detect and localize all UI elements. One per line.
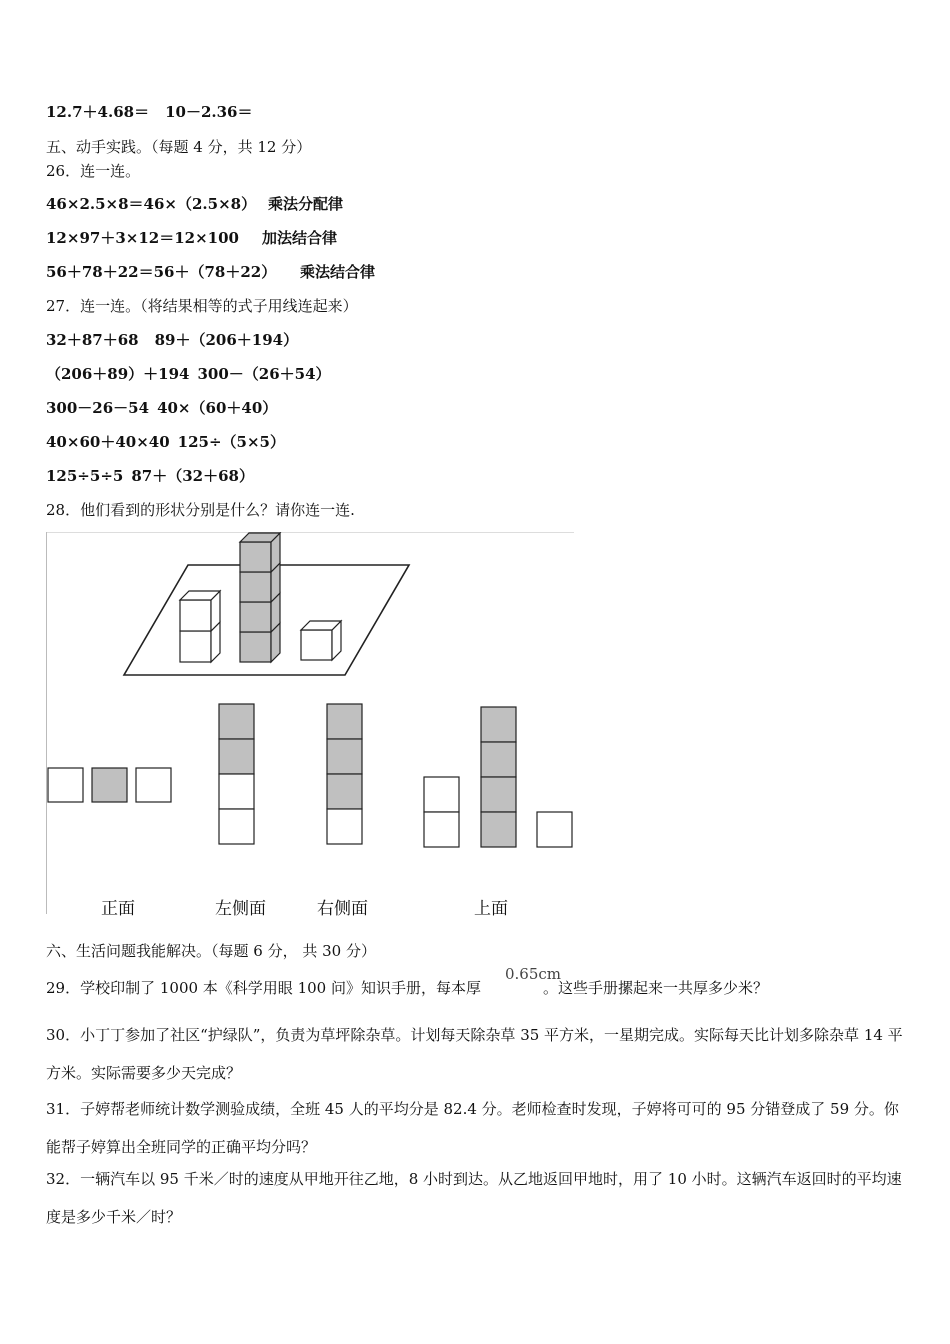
cube-stack-right — [301, 621, 341, 660]
q27-row-4 — [46, 432, 285, 452]
caption-top: 上面 — [474, 899, 508, 919]
q26-expr: 56＋78＋22＝56＋（78＋22） — [46, 263, 277, 281]
q26-law-2: 加法结合律 — [262, 229, 338, 247]
square — [481, 777, 516, 812]
q27-left: 300－26－54 — [46, 399, 150, 417]
square — [219, 774, 254, 809]
q31: 31．子婷帮老师统计数学测验成绩，全班 45 人的平均分是 82.4 分。老师检查时发现，子婷将可可的 95 分错登成了 59 分。你能帮子婷算出全班同学的正确平均分吗？ — [46, 1100, 899, 1156]
square — [92, 768, 127, 802]
caption-left: 左侧面 — [215, 899, 266, 919]
square — [136, 768, 171, 802]
caption-front: 正面 — [101, 899, 135, 919]
q29-unit: 0.65cm — [505, 965, 562, 983]
q29-post: 。这些手册摞起来一共厚多少米？ — [542, 979, 768, 997]
q28-figure — [46, 532, 574, 919]
section6-title: 六、生活问题我能解决。（每题 6 分， 共 30 分） — [46, 942, 376, 960]
option-row — [48, 768, 171, 802]
square — [481, 812, 516, 847]
q27-right: 87＋（32＋68） — [131, 467, 254, 485]
q28-title: 28．他们看到的形状分别是什么？请你连一连. — [46, 501, 355, 519]
option-column-b — [219, 704, 254, 844]
calc-item-2: 10－2.36＝ — [165, 103, 253, 121]
square — [327, 774, 362, 809]
square — [424, 812, 459, 847]
cube — [240, 632, 271, 662]
square — [327, 739, 362, 774]
cube-stack-left — [180, 591, 220, 662]
calc-line — [46, 102, 253, 122]
q27-row-5 — [46, 466, 254, 486]
cube — [180, 631, 211, 662]
cube-stack-middle — [240, 533, 280, 662]
q27-right: 89＋（206＋194） — [154, 331, 299, 349]
square — [219, 739, 254, 774]
q26-row-3 — [46, 262, 276, 282]
q26-row-2 — [46, 228, 239, 248]
q30: 30．小丁丁参加了社区“护绿队”，负责为草坪除杂草。计划每天除杂草 35 平方米，一星期完成。实际每天比计划多除杂草 14 平方米。实际需要多少天完成？ — [46, 1026, 903, 1082]
q26-row-1 — [46, 194, 256, 214]
section5-title: 五、动手实践。（每题 4 分，共 12 分） — [46, 138, 312, 156]
square — [327, 809, 362, 844]
q27-row-3 — [46, 398, 277, 418]
q27-row-2 — [46, 364, 331, 384]
cube — [240, 602, 271, 632]
q26-expr: 46×2.5×8＝46×（2.5×8） — [46, 195, 257, 213]
square — [537, 812, 572, 847]
square — [481, 707, 516, 742]
cube — [240, 542, 271, 572]
q26-law-3: 乘法结合律 — [300, 263, 376, 281]
q32: 32．一辆汽车以 95 千米／时的速度从甲地开往乙地，8 小时到达。从乙地返回甲地时，用了 10 小时。这辆汽车返回时的平均速度是多少千米／时？ — [46, 1170, 902, 1226]
caption-right: 右侧面 — [317, 899, 368, 919]
cube — [301, 630, 332, 660]
option-column-c — [327, 704, 362, 844]
square — [424, 777, 459, 812]
square — [219, 704, 254, 739]
option-group-d — [424, 707, 572, 847]
calc-item-1: 12.7＋4.68＝ — [46, 103, 150, 121]
q26-expr: 12×97＋3×12＝12×100 — [46, 229, 239, 247]
q27-left: 40×60＋40×40 — [46, 433, 170, 451]
q27-left: 125÷5÷5 — [46, 467, 124, 485]
q27-row-1 — [46, 330, 298, 350]
q27-right: 300－（26＋54） — [197, 365, 331, 383]
cube — [240, 572, 271, 602]
q26-law-1: 乘法分配律 — [268, 195, 344, 213]
square — [219, 809, 254, 844]
cube — [180, 600, 211, 631]
q26-title: 26．连一连。 — [46, 162, 141, 180]
q27-title: 27．连一连。（将结果相等的式子用线连起来） — [46, 297, 358, 315]
q27-left: 32＋87＋68 — [46, 331, 139, 349]
square — [327, 704, 362, 739]
q27-right: 125÷（5×5） — [177, 433, 285, 451]
q27-left: （206＋89）＋194 — [46, 365, 190, 383]
square — [48, 768, 83, 802]
q29 — [46, 978, 768, 998]
square — [481, 742, 516, 777]
q29-pre: 29．学校印制了 1000 本《科学用眼 100 问》知识手册，每本厚 — [46, 979, 481, 997]
q27-right: 40×（60＋40） — [157, 399, 278, 417]
views-diagram — [46, 532, 574, 914]
